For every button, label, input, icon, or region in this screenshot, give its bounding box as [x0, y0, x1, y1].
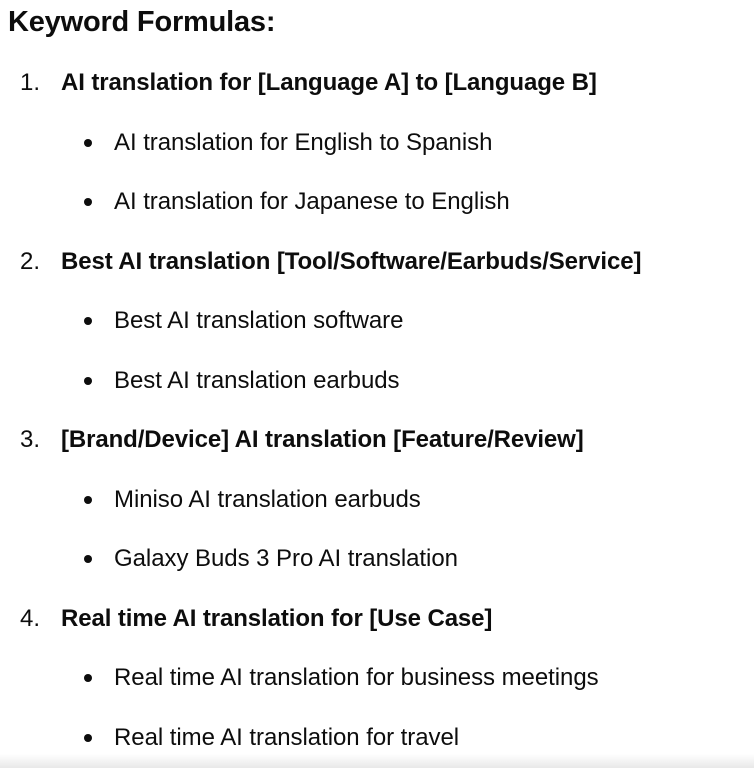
example-text: Galaxy Buds 3 Pro AI translation: [114, 545, 458, 572]
bullet-icon: [84, 496, 92, 504]
example-text: Miniso AI translation earbuds: [114, 486, 421, 513]
example-text: Best AI translation software: [114, 307, 404, 334]
example-text: AI translation for English to Spanish: [114, 129, 493, 156]
bullet-icon: [84, 317, 92, 325]
example-text: AI translation for Japanese to English: [114, 188, 510, 215]
bullet-icon: [84, 674, 92, 682]
section-heading: Keyword Formulas:: [8, 6, 276, 38]
formula-title: [Brand/Device] AI translation [Feature/Review]: [61, 426, 584, 453]
bottom-edge-shadow: [0, 754, 754, 768]
formula-number: 2.: [20, 248, 41, 275]
formula-number: 4.: [20, 605, 41, 632]
formula-title: Real time AI translation for [Use Case]: [61, 605, 493, 632]
formula-title: AI translation for [Language A] to [Language B]: [61, 69, 597, 96]
bullet-icon: [84, 198, 92, 206]
example-text: Real time AI translation for travel: [114, 724, 460, 751]
bullet-icon: [84, 734, 92, 742]
example-text: Best AI translation earbuds: [114, 367, 400, 394]
formula-number: 1.: [20, 69, 41, 96]
example-text: Real time AI translation for business meetings: [114, 664, 599, 691]
formula-number: 3.: [20, 426, 41, 453]
bullet-icon: [84, 377, 92, 385]
formula-title: Best AI translation [Tool/Software/Earbuds/Service]: [61, 248, 642, 275]
bullet-icon: [84, 139, 92, 147]
bullet-icon: [84, 555, 92, 563]
